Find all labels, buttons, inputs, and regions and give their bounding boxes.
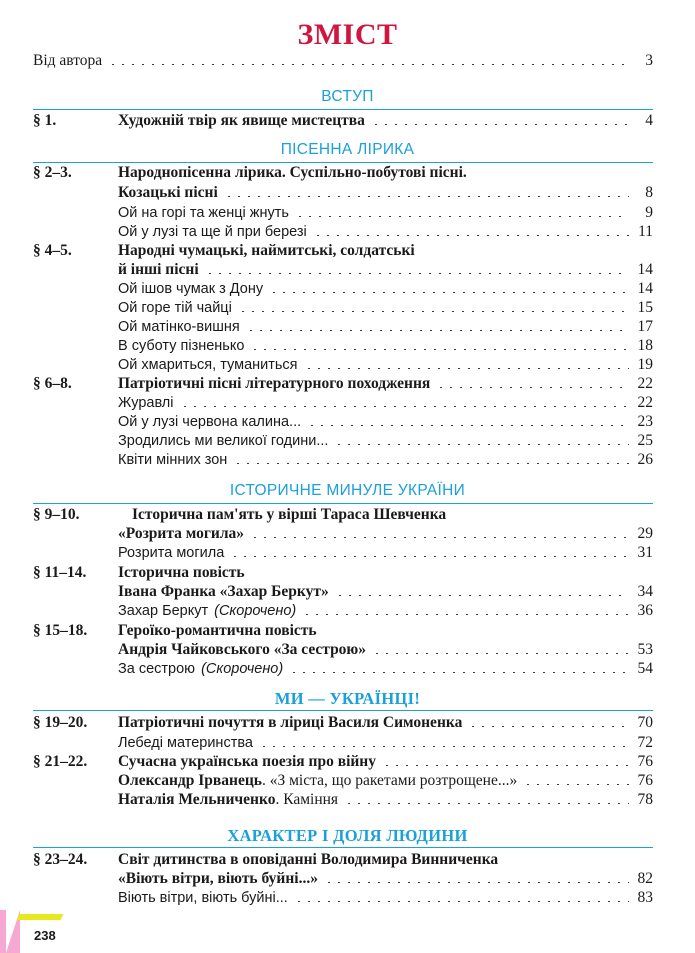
dot-leader (269, 282, 629, 293)
entry-text: Ой на горі та женці жнуть (118, 205, 289, 221)
entry-text: Патріотичні пісні літературного походження (118, 375, 431, 392)
toc-subentry[interactable] (118, 280, 653, 300)
toc-entry[interactable] (118, 753, 653, 773)
entry-text: Івана Франка «Захар Беркут» (118, 583, 329, 600)
entry-text: Лебеді материнства (118, 735, 253, 751)
section-rule (33, 503, 653, 504)
entry-page: 11 (638, 223, 653, 240)
entry-page: 78 (637, 791, 653, 808)
page-number: 238 (34, 928, 56, 943)
toc-entry[interactable] (118, 261, 653, 281)
dot-leader (238, 301, 629, 312)
section-rule (33, 710, 653, 711)
dot-leader (436, 377, 629, 388)
toc-subentry[interactable] (118, 791, 653, 811)
paragraph-number: § 6–8. (33, 375, 72, 392)
dot-leader (180, 396, 630, 407)
toc-entry[interactable] (118, 714, 653, 734)
entry-text: Захар Беркут (118, 603, 209, 619)
toc-entry[interactable] (118, 184, 653, 204)
entry-page: 3 (645, 52, 653, 69)
entry-text: Ой хмариться, туманиться (118, 357, 298, 373)
dot-leader (250, 339, 629, 350)
section-heading-intro: ВСТУП (321, 88, 374, 105)
entry-text: Квіти мінних зон (118, 452, 228, 468)
entry-page: 36 (637, 602, 653, 619)
toc-subentry[interactable] (118, 602, 653, 622)
entry-page: 23 (637, 413, 653, 430)
yellow-corner-stripe (17, 914, 64, 920)
dot-leader (295, 206, 629, 217)
entry-page: 14 (637, 261, 653, 278)
section-rule (33, 847, 653, 848)
toc-subentry[interactable] (118, 299, 653, 319)
entry-page: 18 (637, 337, 653, 354)
toc-subentry[interactable] (118, 394, 653, 414)
dot-leader (335, 585, 629, 596)
toc-subentry[interactable] (118, 204, 653, 224)
toc-subentry[interactable] (118, 544, 653, 564)
toc-subentry[interactable] (118, 337, 653, 357)
dot-leader (224, 186, 629, 197)
paragraph-number: § 9–10. (33, 506, 80, 523)
entry-text: Ой матінко-вишня (118, 319, 240, 335)
entry-page: 76 (637, 753, 653, 770)
toc-subentry[interactable] (118, 413, 653, 433)
section-heading-character-fate: ХАРАКТЕР І ДОЛЯ ЛЮДИНИ (227, 826, 468, 845)
dot-leader (304, 358, 629, 369)
dot-leader (108, 54, 629, 65)
dot-leader (289, 662, 629, 673)
entry-text: . Каміння (275, 791, 339, 808)
toc-entry[interactable] (118, 375, 653, 395)
section-rule (33, 162, 653, 163)
entry-text: Ой у лузі червона калина... (118, 414, 302, 430)
dot-leader (334, 434, 629, 445)
entry-page: 31 (637, 544, 653, 561)
toc-subentry[interactable] (118, 660, 653, 680)
entry-text: В суботу пізненько (118, 338, 245, 354)
entry-page: 14 (637, 280, 653, 297)
entry-text: Зродились ми великої години... (118, 433, 329, 449)
entry-title-line: Світ дитинства в оповіданні Володимира Винниченка (118, 851, 499, 868)
entry-page: 8 (645, 184, 653, 201)
toc-entry[interactable] (118, 870, 653, 890)
toc-subentry[interactable] (118, 223, 653, 243)
entry-page: 17 (637, 318, 653, 335)
toc-subentry[interactable] (118, 451, 653, 471)
entry-text: Від автора (33, 52, 103, 69)
dot-leader (468, 716, 629, 727)
dot-leader (250, 527, 629, 538)
paragraph-number: § 11–14. (33, 564, 87, 581)
toc-subentry[interactable] (118, 432, 653, 452)
toc-entry[interactable] (118, 525, 653, 545)
entry-text: Журавлі (118, 395, 174, 411)
paragraph-number: § 23–24. (33, 851, 88, 868)
entry-text: Віють вітри, віють буйні... (118, 890, 288, 906)
entry-page: 19 (637, 356, 653, 373)
entry-page: 29 (637, 525, 653, 542)
entry-text: Козацькі пісні (118, 184, 218, 201)
entry-title-line: Героїко-романтична повість (118, 622, 317, 639)
entry-page: 72 (637, 734, 653, 751)
section-heading-historical-past: ІСТОРИЧНЕ МИНУЛЕ УКРАЇНИ (229, 482, 466, 499)
entry-text: Патріотичні почуття в ліриці Василя Симоненка (118, 714, 463, 731)
entry-text: «Віють вітри, віють буйні...» (118, 870, 318, 887)
dot-leader (233, 453, 629, 464)
entry-text: . «З міста, що ракетами розтрощене...» (261, 772, 518, 789)
entry-text: Ой горе тій чайці (118, 300, 232, 316)
entry-text: «Розрита могила» (118, 525, 245, 542)
page-title: ЗМІСТ (297, 18, 398, 51)
entry-page: 26 (637, 451, 653, 468)
toc-entry[interactable] (118, 583, 653, 603)
dot-leader (382, 755, 629, 766)
toc-subentry[interactable] (118, 772, 653, 792)
entry-page: 82 (637, 870, 653, 887)
entry-text: Ой у лузі та ще й при березі (118, 224, 307, 240)
paragraph-number: § 2–3. (33, 164, 72, 181)
dot-leader (324, 872, 629, 883)
toc-entry[interactable] (118, 112, 653, 132)
dot-leader (307, 415, 629, 426)
entry-page: 9 (645, 204, 653, 221)
dot-leader (344, 793, 629, 804)
entry-page: 70 (637, 714, 653, 731)
entry-text: Сучасна українська поезія про війну (118, 753, 376, 770)
entry-title-line: Історична повість (118, 564, 245, 581)
entry-page: 4 (645, 112, 653, 129)
entry-page: 34 (637, 583, 653, 600)
entry-page: 22 (637, 394, 653, 411)
paragraph-number: § 4–5. (33, 242, 72, 259)
dot-leader (246, 320, 629, 331)
dot-leader (294, 891, 629, 902)
toc-subentry[interactable] (118, 889, 653, 909)
entry-text: й інші пісні (118, 261, 199, 278)
dot-leader (523, 774, 629, 785)
entry-page: 15 (637, 299, 653, 316)
entry-text: За сестрою (118, 661, 196, 677)
entry-note: (Скорочено) (201, 661, 284, 677)
dot-leader (302, 604, 629, 615)
dot-leader (313, 225, 629, 236)
entry-title-line: Народні чумацькі, наймитські, солдатські (118, 242, 415, 259)
entry-page: 54 (637, 660, 653, 677)
entry-text: Художній твір як явище мистецтва (118, 112, 365, 129)
entry-page: 22 (637, 375, 653, 392)
entry-page: 53 (637, 641, 653, 658)
paragraph-number: § 1. (33, 112, 57, 129)
entry-title-line: Історична пам'ять у вірші Тараса Шевченка (132, 506, 447, 523)
dot-leader (371, 114, 629, 125)
section-rule (33, 109, 653, 110)
entry-author: Олександр Ірванець (118, 772, 262, 789)
entry-page: 25 (637, 432, 653, 449)
dot-leader (372, 643, 629, 654)
toc-entry-author-note[interactable] (33, 52, 653, 72)
toc-subentry[interactable] (118, 318, 653, 338)
entry-note: (Скорочено) (214, 603, 297, 619)
entry-page: 83 (637, 889, 653, 906)
paragraph-number: § 21–22. (33, 753, 88, 770)
entry-text: Андрія Чайковського «За сестрою» (118, 641, 367, 658)
entry-author: Наталія Мельниченко (118, 791, 276, 808)
entry-page: 76 (637, 772, 653, 789)
entry-title-line: Народнопісенна лірика. Суспільно-побутові пісні. (118, 164, 467, 181)
dot-leader (230, 546, 629, 557)
dot-leader (205, 263, 629, 274)
toc-subentry[interactable] (118, 734, 653, 754)
section-heading-we-ukrainians: МИ — УКРАЇНЦІ! (274, 689, 421, 708)
toc-entry[interactable] (118, 641, 653, 661)
toc-subentry[interactable] (118, 356, 653, 376)
paragraph-number: § 15–18. (33, 622, 88, 639)
section-heading-song-lyrics: ПІСЕННА ЛІРИКА (280, 141, 415, 158)
entry-text: Ой ішов чумак з Дону (118, 281, 264, 297)
paragraph-number: § 19–20. (33, 714, 88, 731)
dot-leader (259, 736, 629, 747)
entry-text: Розрита могила (118, 545, 225, 561)
